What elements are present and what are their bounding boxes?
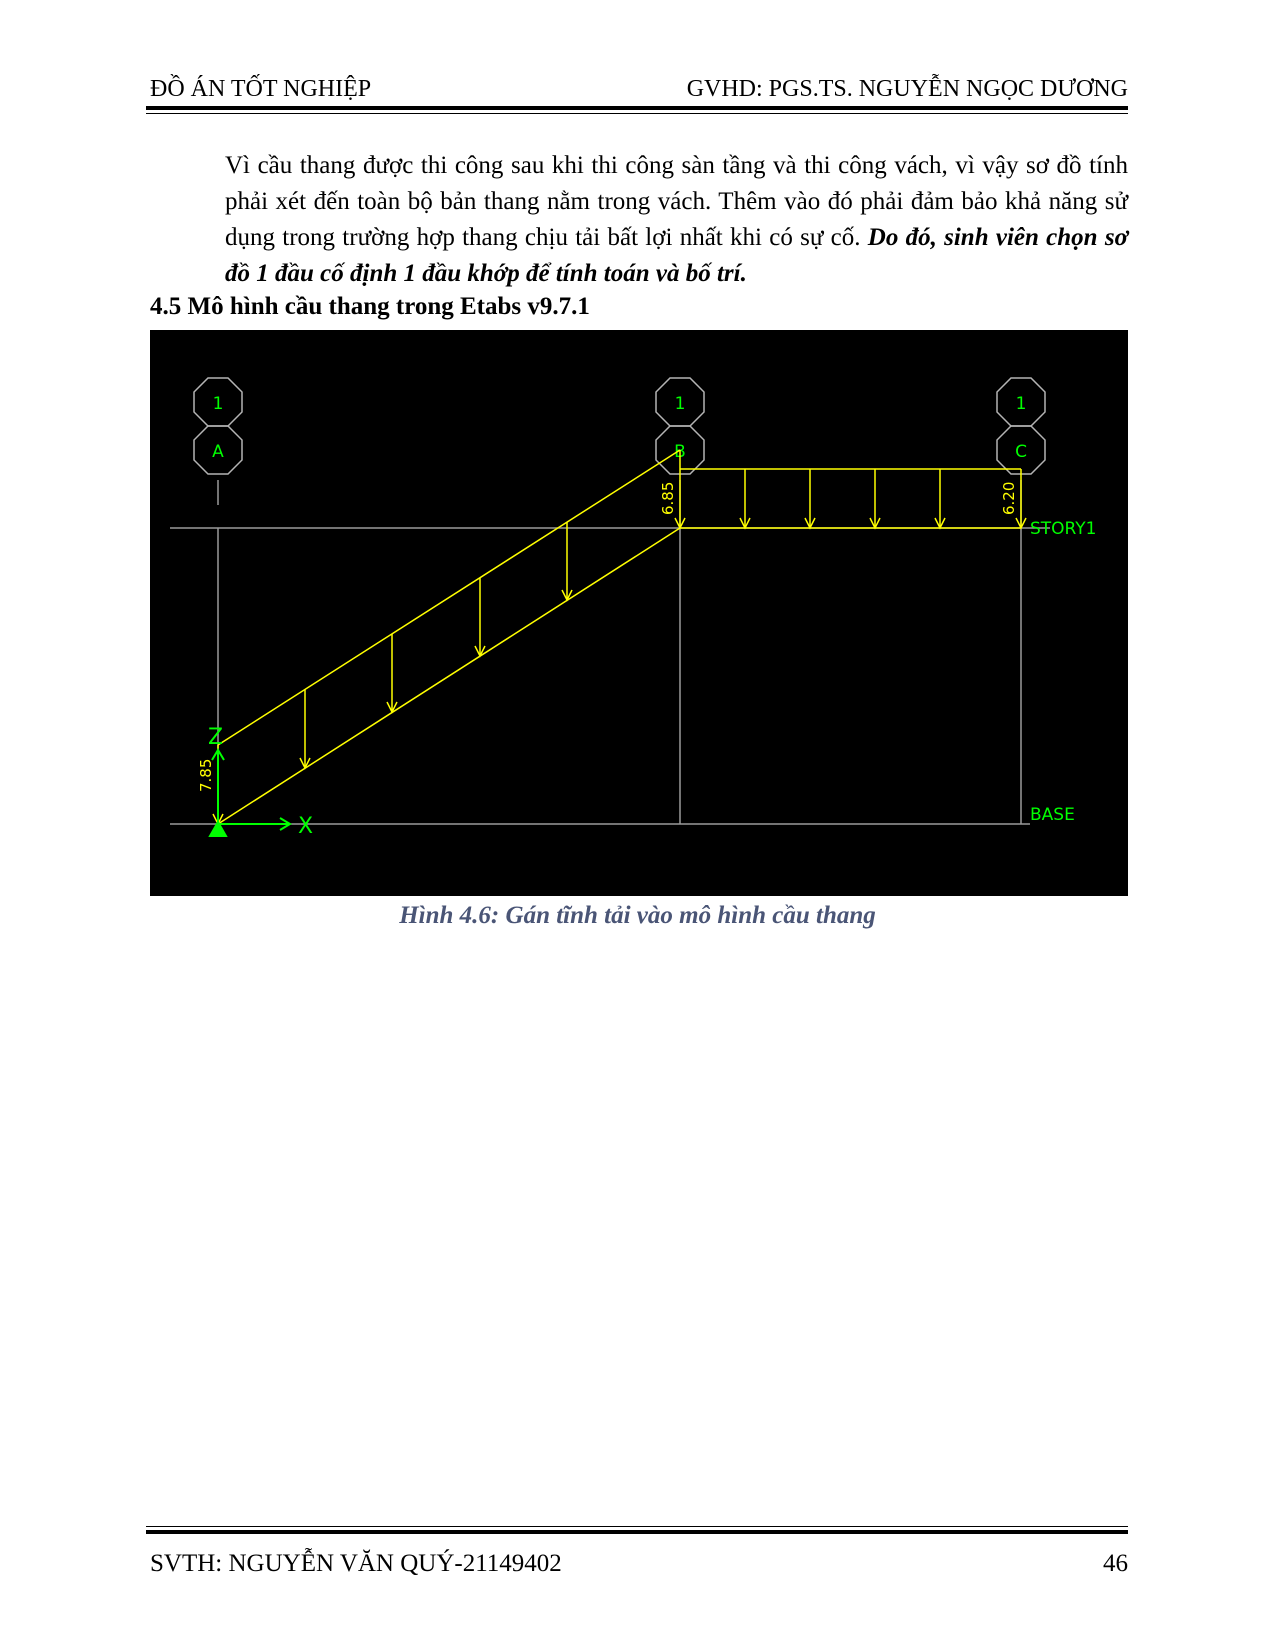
body-paragraph: [225, 148, 1128, 292]
etabs-drawing: [150, 330, 1128, 896]
page-number: 46: [1103, 1550, 1128, 1577]
global-axes: [210, 750, 290, 836]
grid-axis-label-b: B: [674, 442, 686, 462]
load-value-left: 7.85: [197, 758, 215, 792]
header-left: ĐỒ ÁN TỐT NGHIỆP: [150, 76, 372, 102]
figure-caption: Hình 4.6: Gán tĩnh tải vào mô hình cầu thang: [399, 902, 876, 929]
section-heading: 4.5 Mô hình cầu thang trong Etabs v9.7.1: [150, 293, 590, 320]
footer-rule-thin: [146, 1526, 1128, 1527]
etabs-model-figure: [150, 330, 1128, 896]
grid-top-label-b: 1: [674, 394, 686, 414]
footer-rule-thick: [146, 1530, 1128, 1534]
paragraph-emphasis: Do đó, sinh viên chọn sơ đồ 1 đầu cố định 1 đầu khớp để tính toán và bố trí.: [225, 224, 1128, 287]
header-right: GVHD: PGS.TS. NGUYỄN NGỌC DƯƠNG: [686, 76, 1128, 102]
grid-top-label-c: 1: [1015, 394, 1027, 414]
load-value-middle: 6.85: [659, 481, 677, 515]
header-rule-thick: [146, 106, 1128, 110]
z-axis-label: Z: [208, 725, 224, 750]
grid-axis-label-c: C: [1015, 442, 1027, 462]
dead-load-diagram: [213, 450, 1026, 824]
grid-axis-label-a: A: [212, 442, 224, 462]
header-rule-thin: [146, 113, 1128, 114]
footer-student: SVTH: NGUYỄN VĂN QUÝ-21149402: [150, 1550, 562, 1577]
x-axis-label: X: [298, 814, 314, 839]
grid-top-label-a: 1: [212, 394, 224, 414]
stair-slab-line: [218, 528, 680, 824]
grid-bubbles: [194, 378, 1045, 474]
paragraph-text: Vì cầu thang được thi công sau khi thi công sàn tầng và thi công vách, vì vậy sơ đồ tính phải xét đến toàn bộ bản thang nằm trong vách. Thêm vào đó phải đảm bảo khả năng sử dụng trong trường hợp thang chịu tải bất lợi nhất khi có sự cố.: [225, 152, 1128, 251]
stair-load-top-line: [218, 450, 680, 745]
grid-lines: [170, 480, 1050, 824]
load-value-right: 6.20: [1000, 481, 1018, 515]
base-label: BASE: [1030, 805, 1075, 825]
story1-label: STORY1: [1030, 519, 1097, 539]
